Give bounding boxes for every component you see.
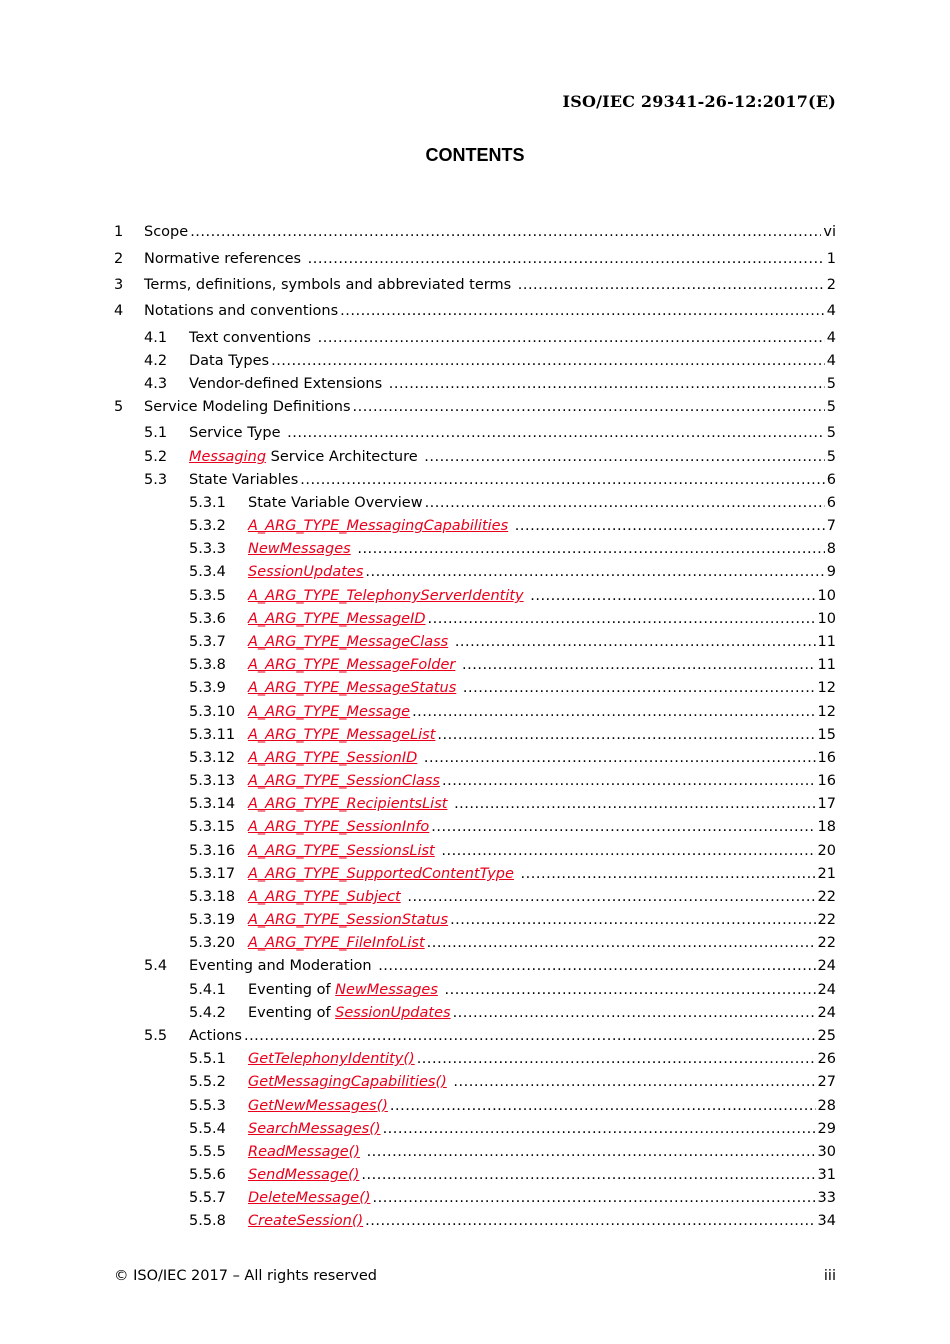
toc-entry-text: Service Architecture xyxy=(266,449,423,465)
toc-entry-text xyxy=(508,518,513,534)
toc-entry-link[interactable]: A_ARG_TYPE_MessagingCapabilities xyxy=(248,518,509,534)
toc-entry-text xyxy=(456,680,461,696)
toc-entry-text xyxy=(401,889,406,905)
toc-entry[interactable] xyxy=(189,909,836,932)
toc-entry-title xyxy=(144,248,306,271)
toc-entry-text: Text conventions xyxy=(189,330,316,346)
toc-entry-text xyxy=(351,541,356,557)
toc-dot-leader xyxy=(378,955,815,978)
toc-entry-page: 24 xyxy=(817,958,836,974)
toc-entry-page: 7 xyxy=(826,518,836,534)
toc-entry-title xyxy=(248,979,443,1002)
toc-entry-title xyxy=(248,585,528,608)
toc-entry-title xyxy=(248,1164,359,1187)
toc-dot-leader xyxy=(437,724,815,747)
toc-entry-number: 2 xyxy=(114,251,124,267)
toc-entry-text: Service Modeling Definitions xyxy=(144,399,351,415)
toc-entry-title xyxy=(144,396,351,419)
toc-entry-title xyxy=(189,1025,242,1048)
toc-entry-text: State Variables xyxy=(189,472,299,488)
toc-entry-number: 4.1 xyxy=(144,330,168,346)
toc-entry-text: Eventing of xyxy=(248,1005,336,1021)
toc-entry-text: State Variable Overview xyxy=(248,495,423,511)
toc-entry-text xyxy=(455,657,460,673)
toc-entry-number: 5.5.6 xyxy=(189,1167,226,1183)
toc-entry[interactable] xyxy=(189,840,836,863)
toc-entry-title xyxy=(189,373,387,396)
toc-entry-title xyxy=(189,446,422,469)
toc-dot-leader xyxy=(340,300,825,323)
toc-entry[interactable] xyxy=(144,373,836,396)
toc-entry-number: 5.3.18 xyxy=(189,889,236,905)
toc-entry-text: Data Types xyxy=(189,353,270,369)
toc-entry-title xyxy=(189,469,298,492)
toc-entry-text xyxy=(447,796,452,812)
toc-dot-leader xyxy=(453,1002,816,1025)
toc-entry-number: 5.4 xyxy=(144,958,168,974)
toc-entry-link[interactable]: SearchMessages() xyxy=(248,1121,381,1137)
toc-dot-leader xyxy=(521,863,816,886)
toc-entry[interactable] xyxy=(189,724,836,747)
toc-entry-title xyxy=(144,300,338,323)
toc-entry-page: 30 xyxy=(817,1144,836,1160)
toc-entry[interactable] xyxy=(189,932,836,955)
toc-entry-link[interactable]: A_ARG_TYPE_SessionStatus xyxy=(248,912,449,928)
toc-entry[interactable] xyxy=(144,350,836,373)
toc-entry-title xyxy=(248,561,363,584)
toc-entry-page: 10 xyxy=(817,588,836,604)
toc-entry-number: 5.3.10 xyxy=(189,704,236,720)
toc-entry-title xyxy=(189,955,376,978)
toc-entry-link[interactable]: DeleteMessage() xyxy=(248,1190,371,1206)
toc-entry-number: 5.3.7 xyxy=(189,634,226,650)
toc-entry-title xyxy=(248,1141,365,1164)
toc-entry-link[interactable]: A_ARG_TYPE_Message xyxy=(248,704,411,720)
toc-entry-page: 24 xyxy=(817,1005,836,1021)
toc-entry[interactable] xyxy=(189,747,836,770)
toc-entry-number: 5.5.1 xyxy=(189,1051,226,1067)
toc-entry-page: 11 xyxy=(817,657,836,673)
toc-dot-leader xyxy=(308,248,825,271)
toc-entry-number: 5.5 xyxy=(144,1028,168,1044)
toc-dot-leader xyxy=(353,396,825,419)
toc-entry-page: 15 xyxy=(817,727,836,743)
toc-entry-number: 5.1 xyxy=(144,425,168,441)
toc-entry[interactable] xyxy=(189,1095,836,1118)
toc-entry-page: 5 xyxy=(826,399,836,415)
toc-entry[interactable] xyxy=(189,538,836,561)
toc-dot-leader xyxy=(445,979,816,1002)
toc-entry-title xyxy=(248,840,439,863)
toc-entry-number: 5.3.20 xyxy=(189,935,236,951)
toc-dot-leader xyxy=(463,677,816,700)
toc-entry[interactable] xyxy=(189,1187,836,1210)
toc-entry[interactable] xyxy=(189,515,836,538)
toc-entry-number: 5.3.16 xyxy=(189,843,236,859)
toc-entry-link[interactable]: A_ARG_TYPE_SessionClass xyxy=(248,773,440,789)
toc-entry-text: Normative references xyxy=(144,251,306,267)
toc-entry-page: 20 xyxy=(817,843,836,859)
toc-dot-leader xyxy=(530,585,815,608)
toc-entry-page: 17 xyxy=(817,796,836,812)
toc-entry-text xyxy=(447,1074,452,1090)
toc-entry-text xyxy=(435,843,440,859)
toc-dot-leader xyxy=(453,1071,815,1094)
toc-entry[interactable] xyxy=(189,770,836,793)
toc-entry-link[interactable]: A_ARG_TYPE_MessageList xyxy=(248,727,436,743)
toc-entry-number: 5.5.4 xyxy=(189,1121,226,1137)
toc-entry-page: 16 xyxy=(817,750,836,766)
toc-entry-link[interactable]: A_ARG_TYPE_MessageStatus xyxy=(248,680,457,696)
toc-entry-number: 5.5.5 xyxy=(189,1144,226,1160)
toc-dot-leader xyxy=(365,1210,815,1233)
toc-entry-title xyxy=(189,350,269,373)
toc-entry-title xyxy=(248,1048,415,1071)
toc-entry-page: 10 xyxy=(817,611,836,627)
toc-dot-leader xyxy=(462,654,816,677)
toc-entry-number: 5.5.8 xyxy=(189,1213,226,1229)
toc-entry-number: 5.3.8 xyxy=(189,657,226,673)
toc-entry-page: 11 xyxy=(817,634,836,650)
toc-entry-title xyxy=(248,515,513,538)
toc-entry-link[interactable]: A_ARG_TYPE_TelephonyServerIdentity xyxy=(248,588,524,604)
toc-entry-page: 28 xyxy=(817,1098,836,1114)
toc-entry-number: 5.3.17 xyxy=(189,866,236,882)
toc-entry-number: 5.3.13 xyxy=(189,773,236,789)
toc-entry-number: 4.3 xyxy=(144,376,168,392)
toc-entry-link[interactable]: A_ARG_TYPE_MessageFolder xyxy=(248,657,456,673)
toc-dot-leader xyxy=(271,350,825,373)
toc-entry[interactable] xyxy=(114,396,836,419)
toc-entry[interactable] xyxy=(189,701,836,724)
toc-entry-title xyxy=(189,422,285,445)
toc-entry-title xyxy=(248,816,429,839)
toc-entry-number: 5.3.6 xyxy=(189,611,226,627)
toc-entry-link[interactable]: A_ARG_TYPE_MessageClass xyxy=(248,634,449,650)
toc-dot-leader xyxy=(357,538,824,561)
toc-entry-link[interactable]: A_ARG_TYPE_Subject xyxy=(248,889,401,905)
toc-entry-page: 6 xyxy=(826,472,836,488)
toc-dot-leader xyxy=(383,1118,816,1141)
toc-entry-text xyxy=(524,588,529,604)
toc-entry-title xyxy=(248,724,435,747)
toc-entry-page: 5 xyxy=(826,449,836,465)
toc-entry-number: 5.3.2 xyxy=(189,518,226,534)
toc-entry-text: Notations and conventions xyxy=(144,303,339,319)
toc-dot-leader xyxy=(424,446,825,469)
toc-entry[interactable] xyxy=(189,492,836,515)
toc-entry-page: 18 xyxy=(817,819,836,835)
footer-page-number: iii xyxy=(823,1268,836,1284)
toc-entry-title xyxy=(248,608,426,631)
toc-entry-page: 22 xyxy=(817,889,836,905)
toc-dot-leader xyxy=(412,701,815,724)
toc-entry-page: 26 xyxy=(817,1051,836,1067)
toc-entry-title xyxy=(144,274,516,297)
toc-entry-number: 5.5.2 xyxy=(189,1074,226,1090)
toc-dot-leader xyxy=(389,373,825,396)
toc-dot-leader xyxy=(515,515,825,538)
toc-entry-number: 5.3.5 xyxy=(189,588,226,604)
toc-entry-number: 5.3.19 xyxy=(189,912,236,928)
toc-entry-page: 22 xyxy=(817,935,836,951)
toc-entry[interactable] xyxy=(189,886,836,909)
toc-entry-title xyxy=(248,654,460,677)
footer-copyright: © ISO/IEC 2017 – All rights reserved xyxy=(114,1268,377,1284)
toc-entry-number: 5.3.4 xyxy=(189,564,226,580)
toc-entry-page: 31 xyxy=(817,1167,836,1183)
toc-entry-title xyxy=(248,1095,388,1118)
toc-entry-title xyxy=(248,1118,381,1141)
toc-entry-number: 5.5.7 xyxy=(189,1190,226,1206)
toc-entry-page: 1 xyxy=(826,251,836,267)
toc-entry-title xyxy=(189,327,316,350)
toc-dot-leader xyxy=(390,1095,816,1118)
toc-entry-number: 5.4.1 xyxy=(189,982,226,998)
toc-dot-leader xyxy=(442,770,816,793)
toc-entry-page: 12 xyxy=(817,704,836,720)
toc-dot-leader xyxy=(441,840,815,863)
toc-entry-number: 4 xyxy=(114,303,124,319)
toc-dot-leader xyxy=(518,274,825,297)
toc-entry-link[interactable]: A_ARG_TYPE_MessageID xyxy=(248,611,426,627)
toc-entry-link[interactable]: SessionUpdates xyxy=(248,564,364,580)
toc-dot-leader xyxy=(318,327,825,350)
toc-entry[interactable] xyxy=(189,1048,836,1071)
toc-entry[interactable] xyxy=(144,422,836,445)
toc-entry[interactable] xyxy=(189,677,836,700)
toc-entry-page: 2 xyxy=(826,277,836,293)
toc-entry-title xyxy=(248,863,519,886)
toc-dot-leader xyxy=(287,422,825,445)
toc-entry-page: 22 xyxy=(817,912,836,928)
toc-entry-page: 4 xyxy=(826,330,836,346)
toc-dot-leader xyxy=(190,221,821,244)
toc-entry-page: vi xyxy=(823,224,836,240)
toc-entry-page: 5 xyxy=(826,376,836,392)
toc-entry[interactable] xyxy=(189,979,836,1002)
toc-entry-number: 5 xyxy=(114,399,124,415)
toc-entry-page: 29 xyxy=(817,1121,836,1137)
toc-entry[interactable] xyxy=(114,221,836,244)
toc-entry-number: 5.4.2 xyxy=(189,1005,226,1021)
toc-entry-title xyxy=(248,770,440,793)
toc-entry-link[interactable]: GetTelephonyIdentity() xyxy=(248,1051,415,1067)
toc-entry-number: 5.3.15 xyxy=(189,819,236,835)
toc-entry-page: 8 xyxy=(826,541,836,557)
toc-entry-link[interactable]: GetNewMessages() xyxy=(248,1098,388,1114)
toc-entry[interactable] xyxy=(189,816,836,839)
toc-entry-title xyxy=(248,886,405,909)
toc-entry-title xyxy=(248,1071,451,1094)
toc-dot-leader xyxy=(365,561,824,584)
toc-entry-number: 5.3.1 xyxy=(189,495,226,511)
toc-dot-leader xyxy=(373,1187,816,1210)
toc-dot-leader xyxy=(454,793,815,816)
toc-entry-page: 16 xyxy=(817,773,836,789)
toc-dot-leader xyxy=(300,469,825,492)
toc-entry[interactable] xyxy=(189,863,836,886)
toc-dot-leader xyxy=(417,1048,816,1071)
toc-entry[interactable] xyxy=(114,300,836,323)
toc-entry[interactable] xyxy=(189,1164,836,1187)
toc-dot-leader xyxy=(244,1025,816,1048)
toc-entry-text xyxy=(417,750,422,766)
toc-entry[interactable] xyxy=(189,1118,836,1141)
toc-entry-link[interactable]: NewMessages xyxy=(335,982,438,998)
toc-entry-number: 1 xyxy=(114,224,124,240)
toc-entry-link[interactable]: SendMessage() xyxy=(248,1167,360,1183)
toc-entry[interactable] xyxy=(189,1002,836,1025)
toc-entry-title xyxy=(248,677,461,700)
toc-entry[interactable] xyxy=(189,631,836,654)
toc-entry[interactable] xyxy=(189,1141,836,1164)
toc-entry-title xyxy=(248,701,410,724)
toc-entry-link[interactable]: A_ARG_TYPE_RecipientsList xyxy=(248,796,448,812)
toc-entry[interactable] xyxy=(114,248,836,271)
toc-entry-title xyxy=(144,221,188,244)
toc-entry-title xyxy=(248,1002,451,1025)
toc-dot-leader xyxy=(450,909,815,932)
toc-entry-link[interactable]: NewMessages xyxy=(248,541,351,557)
toc-dot-leader xyxy=(407,886,815,909)
toc-entry[interactable] xyxy=(189,1071,836,1094)
toc-entry-number: 5.2 xyxy=(144,449,168,465)
toc-entry-number: 3 xyxy=(114,277,124,293)
toc-entry-number: 5.3.9 xyxy=(189,680,226,696)
toc-entry-link[interactable]: A_ARG_TYPE_SessionID xyxy=(248,750,418,766)
toc-entry-page: 25 xyxy=(817,1028,836,1044)
toc-entry-title xyxy=(248,747,422,770)
toc-entry-page: 21 xyxy=(817,866,836,882)
toc-entry-link[interactable]: A_ARG_TYPE_SessionsList xyxy=(248,843,435,859)
toc-entry[interactable] xyxy=(114,274,836,297)
toc-entry-link[interactable]: A_ARG_TYPE_SupportedContentType xyxy=(248,866,514,882)
toc-dot-leader xyxy=(428,608,816,631)
toc-entry-link[interactable]: GetMessagingCapabilities() xyxy=(248,1074,447,1090)
toc-entry[interactable] xyxy=(144,1025,836,1048)
toc-entry[interactable] xyxy=(144,469,836,492)
toc-entry-number: 5.3.11 xyxy=(189,727,236,743)
toc-entry-title xyxy=(248,538,355,561)
toc-entry-page: 33 xyxy=(817,1190,836,1206)
toc-entry-number: 5.3.12 xyxy=(189,750,236,766)
toc-entry[interactable] xyxy=(189,654,836,677)
toc-entry[interactable] xyxy=(189,1210,836,1233)
toc-entry-page: 27 xyxy=(817,1074,836,1090)
toc-entry[interactable] xyxy=(144,327,836,350)
toc-entry-title xyxy=(248,909,448,932)
toc-entry[interactable] xyxy=(189,585,836,608)
toc-dot-leader xyxy=(455,631,816,654)
toc-entry-number: 4.2 xyxy=(144,353,168,369)
toc-dot-leader xyxy=(427,932,816,955)
toc-entry-number: 5.3.3 xyxy=(189,541,226,557)
toc-entry-link[interactable]: CreateSession() xyxy=(248,1213,364,1229)
page-title: CONTENTS xyxy=(425,145,525,165)
toc-entry-link[interactable]: Messaging xyxy=(189,449,267,465)
toc-entry-text: Eventing and Moderation xyxy=(189,958,377,974)
toc-entry-title xyxy=(248,793,452,816)
toc-entry-text xyxy=(360,1144,365,1160)
toc-entry[interactable] xyxy=(189,608,836,631)
toc-entry-link[interactable]: ReadMessage() xyxy=(248,1144,360,1160)
toc-entry-number: 5.3.14 xyxy=(189,796,236,812)
toc-entry-text: Vendor-defined Extensions xyxy=(189,376,387,392)
toc-entry-page: 4 xyxy=(826,353,836,369)
toc-entry[interactable] xyxy=(189,561,836,584)
toc-dot-leader xyxy=(361,1164,815,1187)
toc-entry-number: 5.5.3 xyxy=(189,1098,226,1114)
toc-entry-text xyxy=(448,634,453,650)
toc-entry[interactable] xyxy=(144,955,836,978)
toc-entry-text: Eventing of xyxy=(248,982,336,998)
document-id: ISO/IEC 29341-26-12:2017(E) xyxy=(562,92,836,111)
toc-entry-page: 12 xyxy=(817,680,836,696)
toc-entry-link[interactable]: A_ARG_TYPE_FileInfoList xyxy=(248,935,425,951)
toc-entry-number: 5.3 xyxy=(144,472,168,488)
toc-entry-title xyxy=(248,631,453,654)
toc-entry-text: Terms, definitions, symbols and abbreviated terms xyxy=(144,277,516,293)
toc-entry-page: 5 xyxy=(826,425,836,441)
toc-entry-title xyxy=(248,1187,371,1210)
toc-entry-link[interactable]: SessionUpdates xyxy=(335,1005,451,1021)
toc-dot-leader xyxy=(367,1141,816,1164)
toc-entry-text: Service Type xyxy=(189,425,286,441)
toc-dot-leader xyxy=(424,747,816,770)
toc-entry-link[interactable]: A_ARG_TYPE_SessionInfo xyxy=(248,819,430,835)
toc-entry-page: 9 xyxy=(826,564,836,580)
toc-entry-text xyxy=(438,982,443,998)
toc-entry[interactable] xyxy=(144,446,836,469)
toc-entry-page: 24 xyxy=(817,982,836,998)
toc-entry-page: 34 xyxy=(817,1213,836,1229)
toc-entry-text: Actions xyxy=(189,1028,242,1044)
toc-entry[interactable] xyxy=(189,793,836,816)
toc-entry-text xyxy=(514,866,519,882)
toc-entry-title xyxy=(248,932,425,955)
toc-entry-text: Scope xyxy=(144,224,189,240)
toc-dot-leader xyxy=(431,816,815,839)
toc-entry-page: 6 xyxy=(826,495,836,511)
toc-entry-title xyxy=(248,492,423,515)
toc-entry-title xyxy=(248,1210,363,1233)
toc-entry-page: 4 xyxy=(826,303,836,319)
toc-dot-leader xyxy=(425,492,825,515)
